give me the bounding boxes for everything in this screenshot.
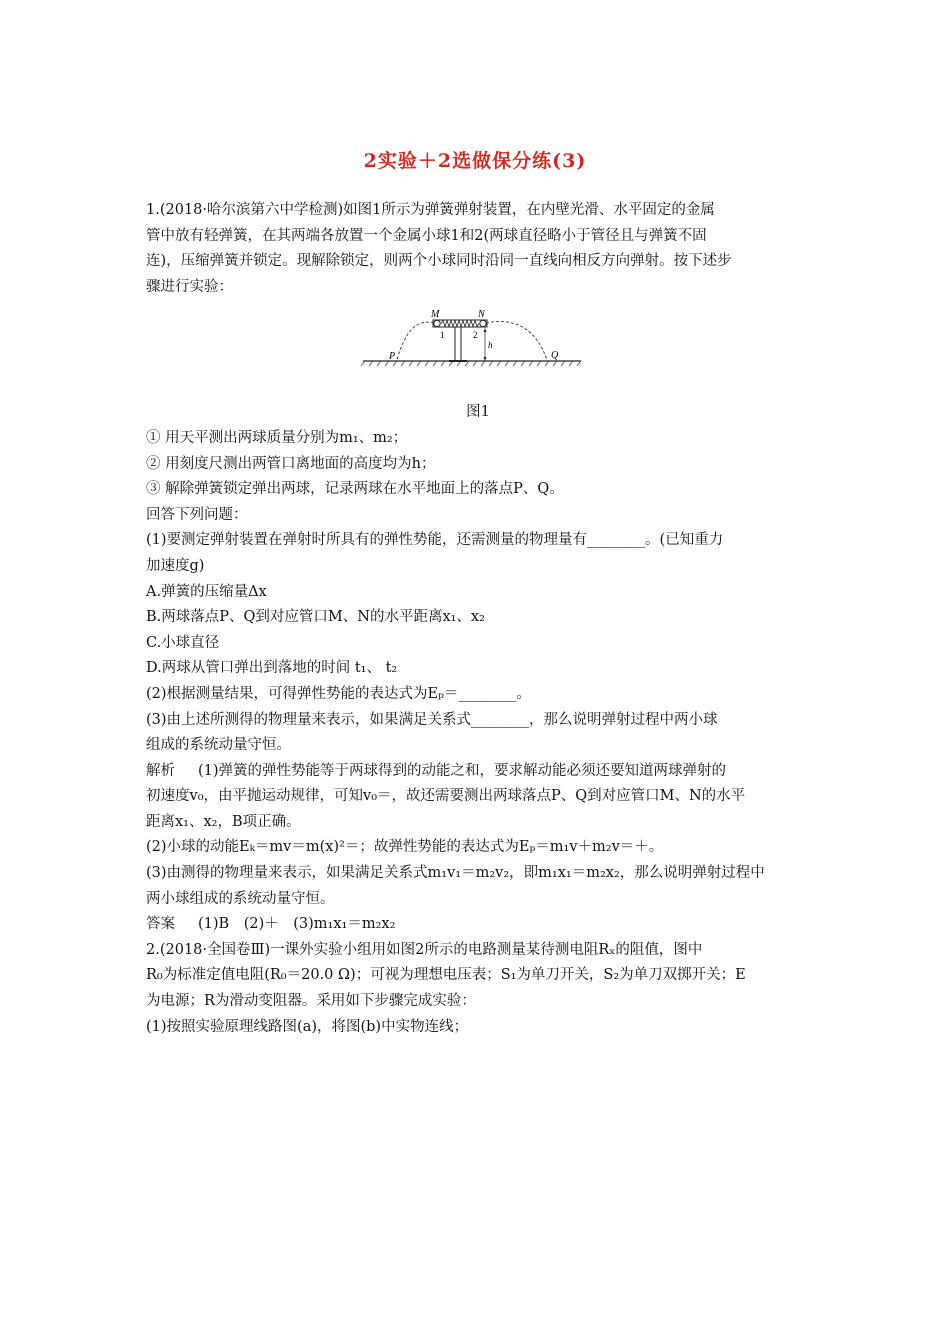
analysis-line: 初速度v₀，由平抛运动规律，可知v₀＝，故还需要测出两球落点P、Q到对应管口M、N的水平 xyxy=(146,788,746,805)
figure-caption: 图1 xyxy=(466,404,490,421)
q1-prompt: 回答下列问题： xyxy=(146,506,248,523)
q1-option-b: B.两球落点P、Q到对应管口M、N的水平距离x₁、x₂ xyxy=(146,609,485,626)
label-h: h xyxy=(488,340,493,351)
label-ball-2: 2 xyxy=(473,330,478,341)
analysis-line: 距离x₁、x₂，B项正确。 xyxy=(146,813,301,830)
label-m: M xyxy=(431,309,440,321)
q2-stem-line: 2.(2018·全国卷Ⅲ)一课外实验小组用如图2所示的电路测量某待测电阻Rₓ的阻值，图中 xyxy=(146,941,703,958)
q1-stem-line: 1.(2018·哈尔滨第六中学检测)如图1所示为弹簧弹射装置，在内壁光滑、水平固定的金属 xyxy=(146,202,715,218)
q1-option-d: D.两球从管口弹出到落地的时间 t₁、 t₂ xyxy=(146,660,398,677)
q2-sub1: (1)按照实验原理线路图(a)，将图(b)中实物连线； xyxy=(146,1018,469,1035)
answer-line xyxy=(146,912,810,938)
analysis-first-line xyxy=(146,759,810,785)
analysis-line: 两小球组成的系统动量守恒。 xyxy=(146,890,335,907)
analysis-line: (3)由测得的物理量来表示，如果满足关系式m₁v₁＝m₂v₂，即m₁x₁＝m₂x₂，那么说明弹射过程中 xyxy=(146,865,765,882)
q2-stem-line: 为电源；R为滑动变阻器。采用如下步骤完成实验： xyxy=(146,993,476,1010)
q1-option-a: A.弹簧的压缩量Δx xyxy=(146,583,267,600)
spring-launcher-diagram xyxy=(361,306,583,372)
q1-sub3-line: 组成的系统动量守恒。 xyxy=(146,737,291,754)
label-ball-1: 1 xyxy=(440,330,445,341)
q1-sub2: (2)根据测量结果，可得弹性势能的表达式为Eₚ＝________。 xyxy=(146,685,531,702)
analysis-line: (1)弹簧的弹性势能等于两球得到的动能之和，要求解动能必须还要知道两球弹射的 xyxy=(198,762,727,779)
analysis-line: (2)小球的动能Eₖ＝mv＝m(x)²＝；故弹性势能的表达式为Eₚ＝m₁v＋m₂v＝＋。 xyxy=(146,839,664,856)
analysis-label: 解析 xyxy=(146,762,175,779)
q1-step: ② 用刻度尺测出两管口离地面的高度均为h； xyxy=(146,455,436,472)
q1-sub1-line: 加速度g) xyxy=(146,557,205,574)
label-q: Q xyxy=(551,350,559,362)
q1-sub1-line: (1)要测定弹射装置在弹射时所具有的弹性势能，还需测量的物理量有________。(已知重力 xyxy=(146,532,724,549)
page-title: 2实验＋2选做保分练(3) xyxy=(363,150,587,172)
q1-stem-line: 连)，压缩弹簧并锁定。现解除锁定，则两个小球同时沿同一直线向相反方向弹射。按下述步 xyxy=(146,253,732,270)
q1-step: ① 用天平测出两球质量分别为m₁、m₂； xyxy=(146,429,408,446)
q2-stem-line: R₀为标准定值电阻(R₀＝20.0 Ω)；可视为理想电压表；S₁为单刀开关，S₂为单刀双掷开关；E xyxy=(146,967,746,984)
document-body xyxy=(146,198,810,1040)
figure-1 xyxy=(146,300,810,400)
q1-stem-line: 骤进行实验： xyxy=(146,278,233,295)
q1-sub3-line: (3)由上述所测得的物理量来表示，如果满足关系式________，那么说明弹射过程中两小球 xyxy=(146,711,718,728)
label-p: P xyxy=(389,351,396,363)
answer-text: (1)B (2)＋ (3)m₁x₁＝m₂x₂ xyxy=(198,916,396,933)
q1-stem-line: 管中放有轻弹簧，在其两端各放置一个金属小球1和2(两球直径略小于管径且与弹簧不固 xyxy=(146,227,707,244)
q1-step: ③ 解除弹簧锁定弹出两球，记录两球在水平地面上的落点P、Q。 xyxy=(146,481,564,498)
q1-option-c: C.小球直径 xyxy=(146,634,220,651)
answer-label: 答案 xyxy=(146,916,175,933)
label-n: N xyxy=(478,309,485,321)
